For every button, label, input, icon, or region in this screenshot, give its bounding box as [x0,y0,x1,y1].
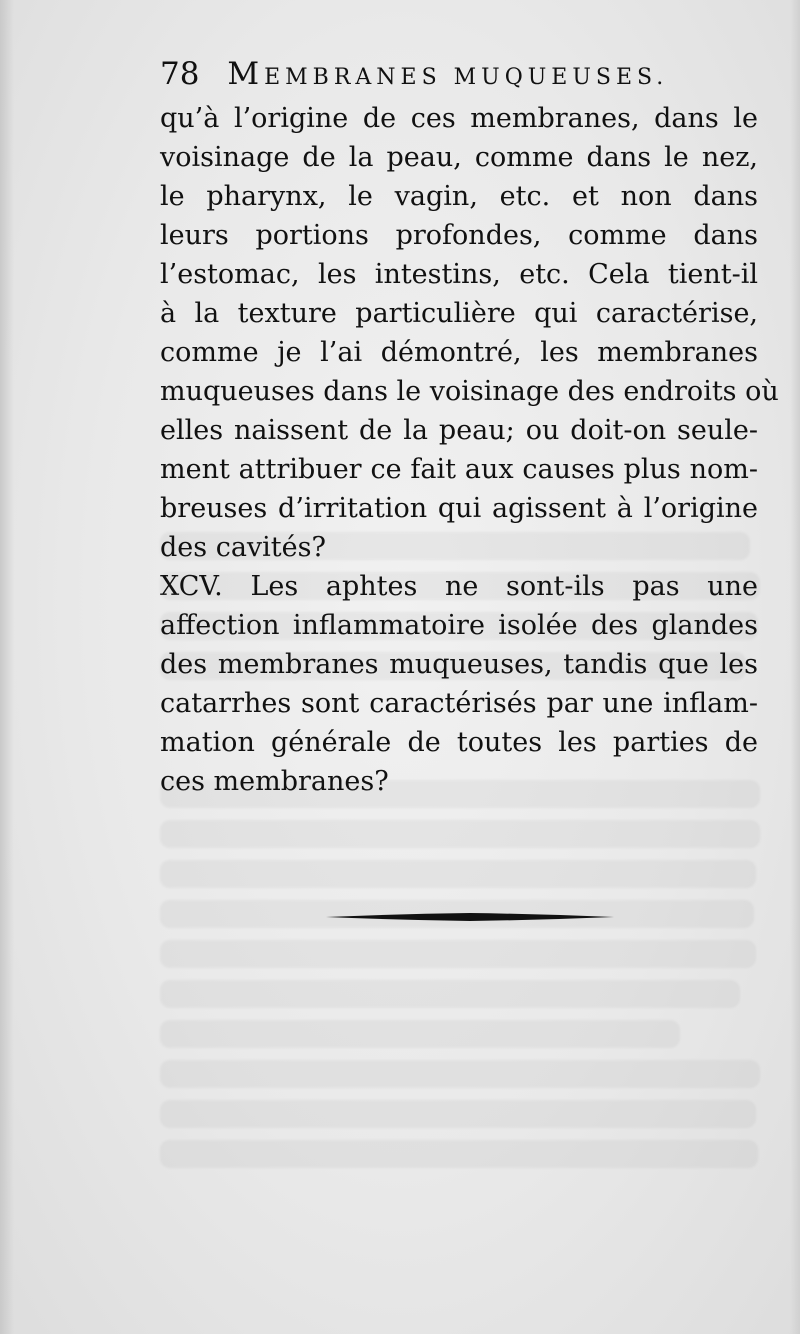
text-line: ment attribuer ce fait aux causes plus nom- [160,454,758,485]
text-line: muqueuses dans le voisinage des endroits où [160,376,779,407]
show-through-line [160,980,740,1008]
decorative-rule-line [326,913,614,921]
show-through-line [160,1060,760,1088]
section-xcv-line: ces membranes? [160,766,389,797]
text-line: elles naissent de la peau; ou doit-on seule- [160,415,758,446]
show-through-line [160,820,760,848]
text-line: breuses d’irritation qui agissent à l’origine [160,493,758,524]
show-through-line [160,860,756,888]
running-head-initial: M [227,56,265,92]
body-text [160,99,779,801]
text-line: qu’à l’origine de ces membranes, dans le [160,103,758,134]
decorative-rule [326,912,614,922]
text-line: des cavités? [160,532,326,563]
show-through-line [160,1140,758,1168]
section-xcv-line: catarrhes sont caractérisés par une inflam- [160,688,758,719]
text-line: à la texture particulière qui caractérise, [160,298,758,329]
section-xcv-line: mation générale de toutes les parties de [160,727,758,758]
page-edge-shadow [790,0,800,1334]
show-through-line [160,1100,756,1128]
text-line: le pharynx, le vagin, etc. et non dans [160,181,758,212]
text-line: voisinage de la peau, comme dans le nez, [160,142,758,173]
page-header [160,54,700,94]
running-head [227,56,669,92]
page-gutter-shadow [0,0,14,1334]
show-through-line [160,1020,680,1048]
section-xcv-line: affection inflammatoire isolée des glandes [160,610,758,641]
running-head-rest: EMBRANES MUQUEUSES. [264,65,669,90]
page-number: 78 [160,56,200,92]
text-line: leurs portions profondes, comme dans [160,220,758,251]
section-xcv-line: des membranes muqueuses, tandis que les [160,649,758,680]
section-xcv-heading-line: XCV. Les aphtes ne sont-ils pas une [160,571,758,602]
text-line: comme je l’ai démontré, les membranes [160,337,758,368]
text-line: l’estomac, les intestins, etc. Cela tient-il [160,259,758,290]
show-through-line [160,940,756,968]
